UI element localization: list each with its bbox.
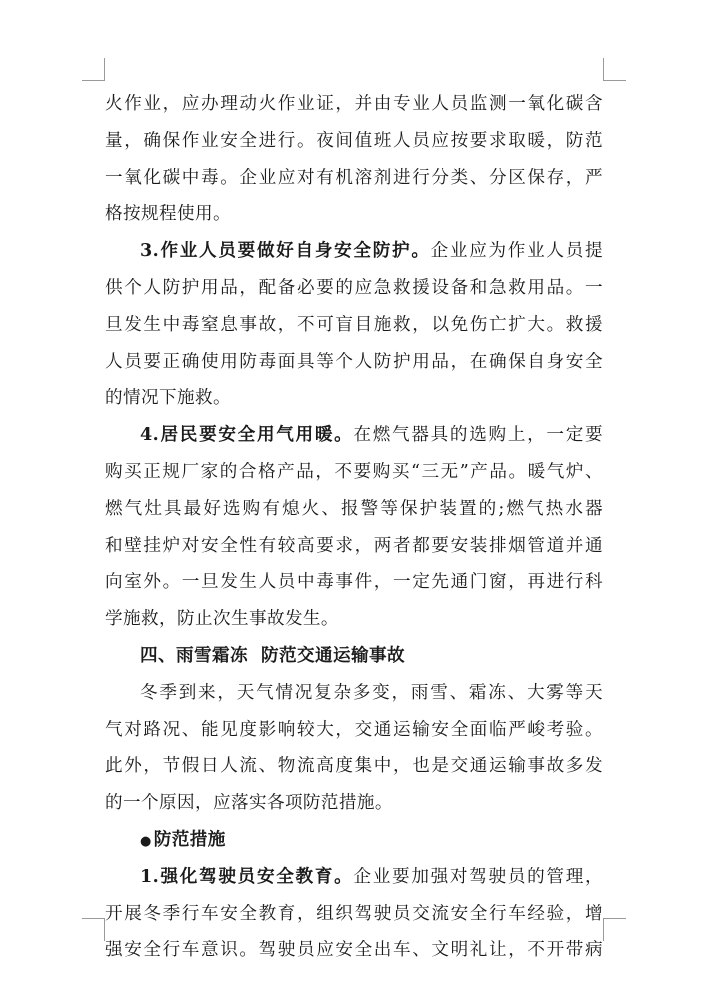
section-heading: 四、雨雪霜冻 防范交通运输事故: [140, 644, 405, 666]
text-line: 冬季到来，天气情况复杂多变，雨雪、霜冻、大雾等天: [140, 682, 603, 703]
text-line: [105, 233, 603, 270]
text-line: 一氧化碳中毒。企业应对有机溶剂进行分类、分区保存，严: [105, 167, 603, 188]
text-line: [105, 417, 603, 454]
crop-mark-bottom-right: [603, 918, 626, 941]
text-line: 的一个原因，应落实各项防范措施。: [105, 793, 393, 814]
text-line: 开展冬季行车安全教育，组织驾驶员交流安全行车经验，增: [105, 903, 603, 924]
text-line: [105, 859, 603, 896]
text-line: 旦发生中毒窒息事故，不可盲目施救，以免伤亡扩大。救援: [105, 314, 603, 335]
text-line: 格按规程使用。: [105, 204, 231, 225]
measures-label: 防范措施: [153, 828, 226, 850]
item-3-paragraph: [105, 233, 603, 417]
bullet-dot-icon: ●: [140, 833, 152, 849]
text-line: 强安全行车意识。驾驶员应安全出车、文明礼让，不开带病: [105, 940, 603, 961]
text-line: 火作业，应办理动火作业证，并由专业人员监测一氧化碳含: [105, 94, 603, 114]
crop-mark-bottom-left: [82, 918, 105, 941]
item-1-first-text: 企业要加强对驾驶员的管理，: [353, 866, 604, 887]
text-line: 人员要正确使用防毒面具等个人防护用品，在确保自身安全: [105, 351, 603, 372]
paragraph-continuation: [105, 86, 603, 233]
text-line: 气对路况、能见度影响较大，交通运输安全面临严峻考验。: [105, 719, 603, 740]
item-3-lead: 3.作业人员要做好自身安全防护。: [140, 240, 431, 262]
text-line: 燃气灶具最好选购有熄火、报警等保护装置的;燃气热水器: [105, 498, 603, 519]
item-1-paragraph: [105, 859, 603, 969]
measures-bullet: [105, 822, 603, 859]
crop-mark-top-left: [82, 58, 105, 81]
document-body: [105, 86, 603, 969]
item-3-first-text: 企业应为作业人员提: [430, 241, 603, 262]
text-line: 和壁挂炉对安全性有较高要求，两者都要安装排烟管道并通: [105, 535, 603, 556]
text-line: 的情况下施救。: [105, 388, 231, 409]
item-4-paragraph: [105, 417, 603, 638]
item-1-lead: 1.强化驾驶员安全教育。: [140, 865, 354, 887]
text-line: 向室外。一旦发生人员中毒事件，一定先通门窗，再进行科: [105, 572, 603, 593]
item-4-first-text: 在燃气器具的选购上，一定要: [353, 425, 604, 446]
text-line: 购买正规厂家的合格产品，不要购买“三无”产品。暖气炉、: [105, 461, 603, 482]
text-line: 量，确保作业安全进行。夜间值班人员应按要求取暖，防范: [105, 130, 603, 151]
text-line: 此外，节假日人流、物流高度集中，也是交通运输事故多发: [105, 756, 603, 777]
winter-traffic-paragraph: [105, 675, 603, 822]
text-line: 学施救，防止次生事故发生。: [105, 609, 339, 630]
item-4-lead: 4.居民要安全用气用暖。: [140, 424, 354, 446]
crop-mark-top-right: [603, 58, 626, 81]
text-line: 供个人防护用品，配备必要的应急救援设备和急救用品。一: [105, 277, 603, 298]
